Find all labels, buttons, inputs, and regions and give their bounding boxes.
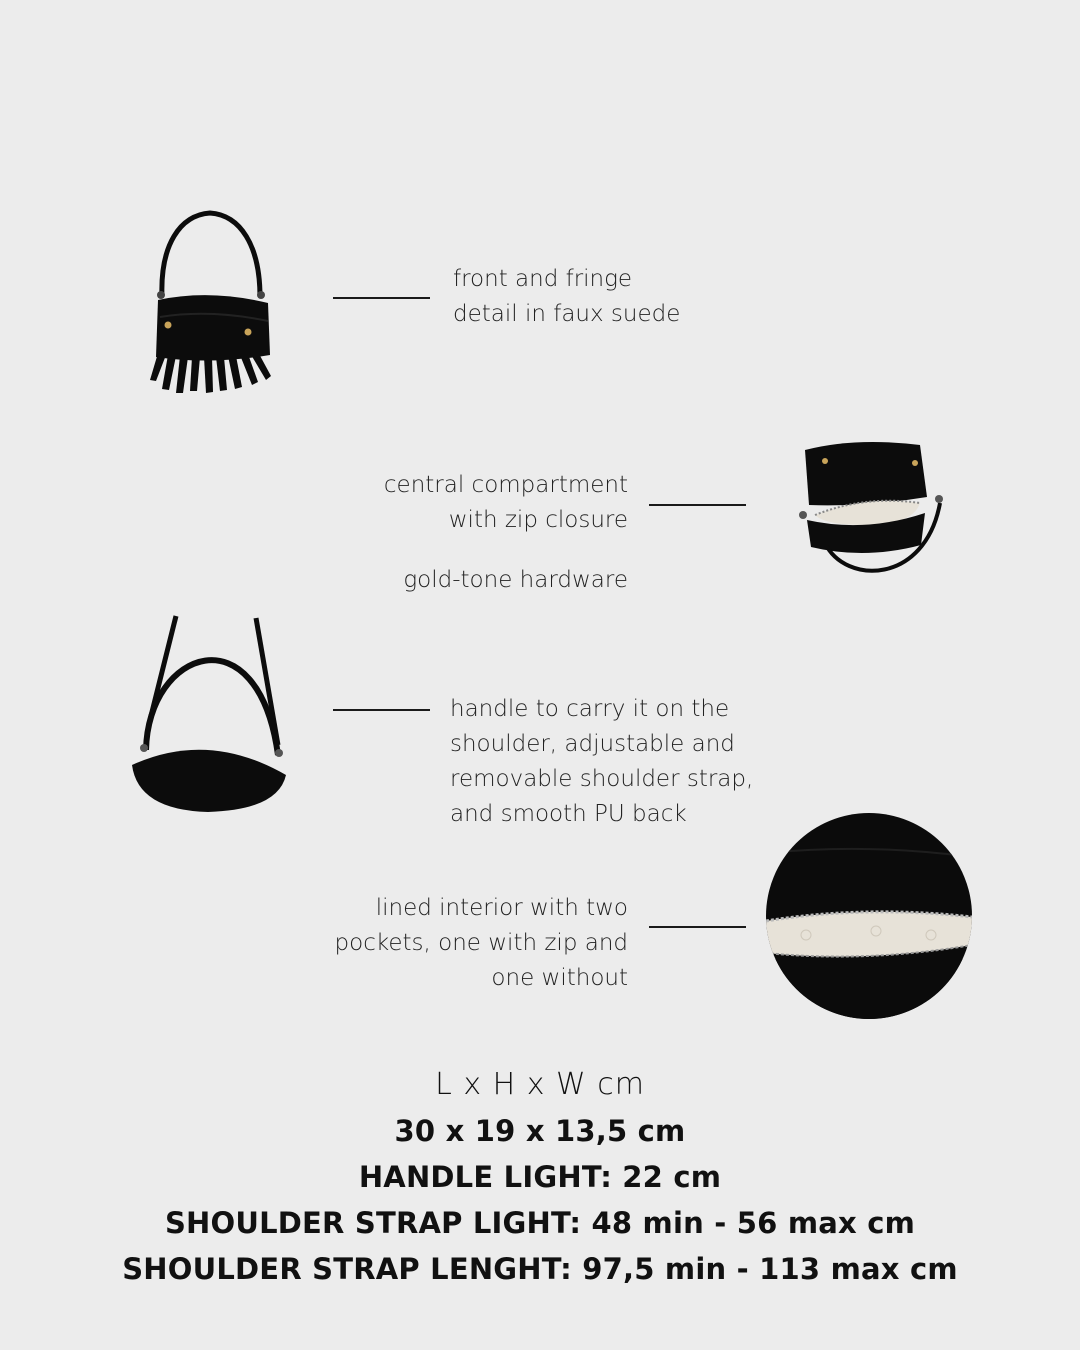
feature-lined-interior bbox=[335, 891, 628, 996]
feature-lined-interior-line-3: one without bbox=[491, 965, 628, 991]
feature-handle-strap-line-2: shoulder, adjustable and bbox=[450, 731, 735, 757]
dimensions-size: 30 x 19 x 13,5 cm bbox=[394, 1114, 686, 1148]
bag-open-zip-image bbox=[795, 435, 950, 580]
connector-line-2 bbox=[649, 504, 746, 506]
feature-handle-strap-line-3: removable shoulder strap, bbox=[450, 766, 754, 792]
feature-gold-hardware bbox=[403, 563, 628, 598]
feature-handle-strap-line-4: and smooth PU back bbox=[450, 801, 687, 827]
interior-closeup-image bbox=[766, 813, 972, 1019]
dimensions-handle: HANDLE LIGHT: 22 cm bbox=[358, 1160, 722, 1194]
feature-faux-suede bbox=[453, 262, 680, 332]
connector-line-3 bbox=[333, 709, 430, 711]
connector-line-1 bbox=[333, 297, 430, 299]
dimensions-strap-light: SHOULDER STRAP LIGHT: 48 min - 56 max cm bbox=[164, 1206, 916, 1240]
feature-faux-suede-line-2: detail in faux suede bbox=[453, 301, 681, 327]
connector-line-4 bbox=[649, 926, 746, 928]
feature-handle-strap-line-1: handle to carry it on the bbox=[450, 696, 730, 722]
feature-handle-strap bbox=[450, 692, 753, 832]
feature-central-compartment bbox=[384, 468, 628, 538]
feature-lined-interior-line-1: lined interior with two bbox=[375, 895, 628, 921]
dimensions-heading: L x H x W cm bbox=[435, 1067, 645, 1102]
feature-faux-suede-line-1: front and fringe bbox=[453, 266, 633, 292]
dimensions-block bbox=[0, 1062, 1080, 1292]
feature-central-compartment-line-1: central compartment bbox=[383, 472, 628, 498]
bag-front-fringe-image bbox=[140, 205, 280, 400]
feature-central-compartment-line-2: with zip closure bbox=[448, 507, 628, 533]
dimensions-strap-length: SHOULDER STRAP LENGHT: 97,5 min - 113 max cm bbox=[122, 1252, 958, 1286]
feature-lined-interior-line-2: pockets, one with zip and bbox=[334, 930, 628, 956]
bag-back-strap-image bbox=[128, 610, 293, 815]
feature-gold-hardware-line-1: gold-tone hardware bbox=[403, 567, 628, 593]
